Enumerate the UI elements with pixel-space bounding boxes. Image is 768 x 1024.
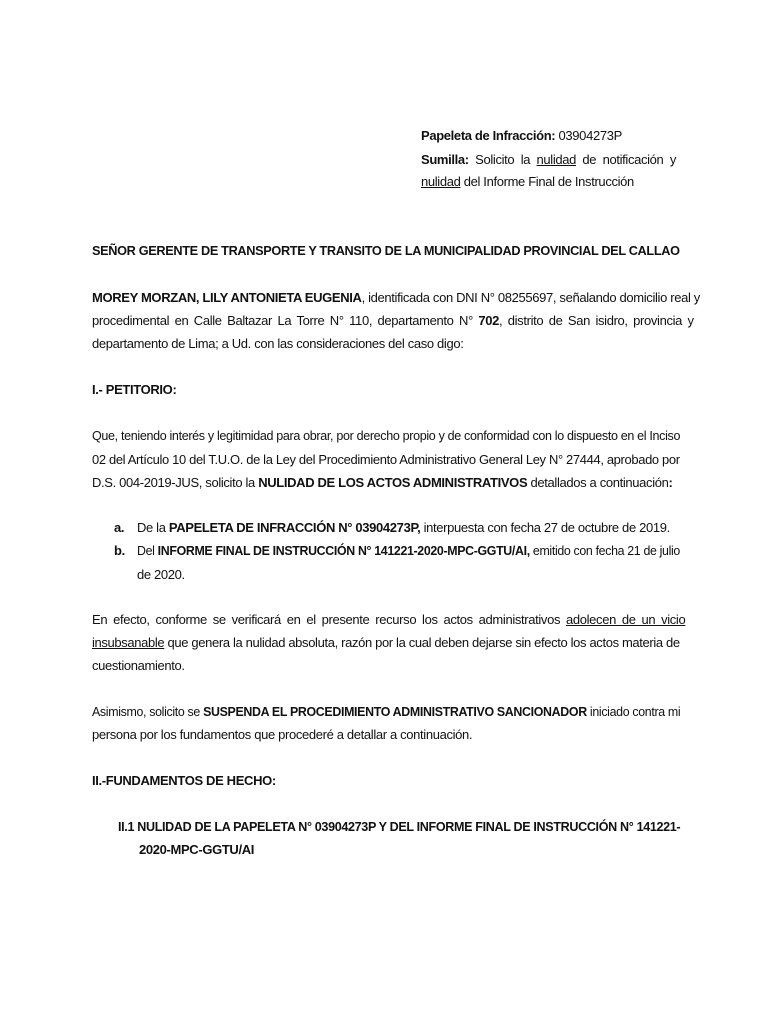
list-item-b-continued: de 2020. xyxy=(137,567,185,582)
papeleta-label: Papeleta de Infracción: xyxy=(421,128,556,143)
applicant-name: MOREY MORZAN, LILY ANTONIETA EUGENIA xyxy=(92,290,362,305)
papeleta-number: 03904273P xyxy=(558,128,622,143)
intro-line-2: procedimental en Calle Baltazar La Torre N° 110, departamento N° 702, distrito de San isidro, provincia y xyxy=(92,313,694,328)
asimismo-line-1: Asimismo, solicito se SUSPENDA EL PROCEDIMIENTO ADMINISTRATIVO SANCIONADOR iniciado contra mi xyxy=(92,704,681,719)
list-marker-b: b. xyxy=(114,543,125,558)
sumilla-nulidad-2: nulidad xyxy=(421,174,461,189)
sumilla-line-1: Sumilla: Solicito la nulidad de notificación y xyxy=(421,152,676,167)
asimismo-line-2: persona por los fundamentos que procederé a detallar a continuación. xyxy=(92,727,473,742)
efecto-line-2: insubsanable que genera la nulidad absoluta, razón por la cual deben dejarse sin efecto los actos materia de xyxy=(92,635,680,650)
list-marker-a: a. xyxy=(114,520,125,535)
petitorio-line-3: D.S. 004-2019-JUS, solicito la NULIDAD DE LOS ACTOS ADMINISTRATIVOS detallados a continuación: xyxy=(92,475,673,490)
efecto-line-1: En efecto, conforme se verificará en el presente recurso los actos administrativos adolecen de un vicio xyxy=(92,612,686,627)
section-title-petitorio: I.- PETITORIO: xyxy=(92,382,177,397)
list-item-b: Del INFORME FINAL DE INSTRUCCIÓN N° 141221-2020-MPC-GGTU/AI, emitido con fecha 21 de julio xyxy=(137,543,680,558)
subsection-heading-line-2: 2020-MPC-GGTU/AI xyxy=(139,842,255,857)
sumilla-line-2: nulidad del Informe Final de Instrucción xyxy=(421,174,634,189)
list-item-a: De la PAPELETA DE INFRACCIÓN N° 03904273P, interpuesta con fecha 27 de octubre de 2019. xyxy=(137,520,670,535)
petitorio-line-2: 02 del Artículo 10 del T.U.O. de la Ley del Procedimiento Administrativo General Ley N° 27444, aprobado por xyxy=(92,452,680,467)
section-title-fundamentos: II.-FUNDAMENTOS DE HECHO: xyxy=(92,773,276,788)
petitorio-line-1: Que, teniendo interés y legitimidad para obrar, por derecho propio y de conformidad con lo dispuesto en el Inciso xyxy=(92,428,681,443)
papeleta-line xyxy=(421,128,622,143)
sumilla-nulidad: nulidad xyxy=(536,152,576,167)
intro-line-1: MOREY MORZAN, LILY ANTONIETA EUGENIA, identificada con DNI N° 08255697, señalando domicilio real y xyxy=(92,290,700,305)
addressee-heading: SEÑOR GERENTE DE TRANSPORTE Y TRANSITO DE LA MUNICIPALIDAD PROVINCIAL DEL CALLAO xyxy=(92,243,680,258)
efecto-line-3: cuestionamiento. xyxy=(92,658,185,673)
subsection-heading-line-1: II.1 NULIDAD DE LA PAPELETA N° 03904273P Y DEL INFORME FINAL DE INSTRUCCIÓN N° 141221- xyxy=(118,819,681,834)
intro-line-3: departamento de Lima; a Ud. con las consideraciones del caso digo: xyxy=(92,336,464,351)
sumilla-label: Sumilla: xyxy=(421,152,469,167)
